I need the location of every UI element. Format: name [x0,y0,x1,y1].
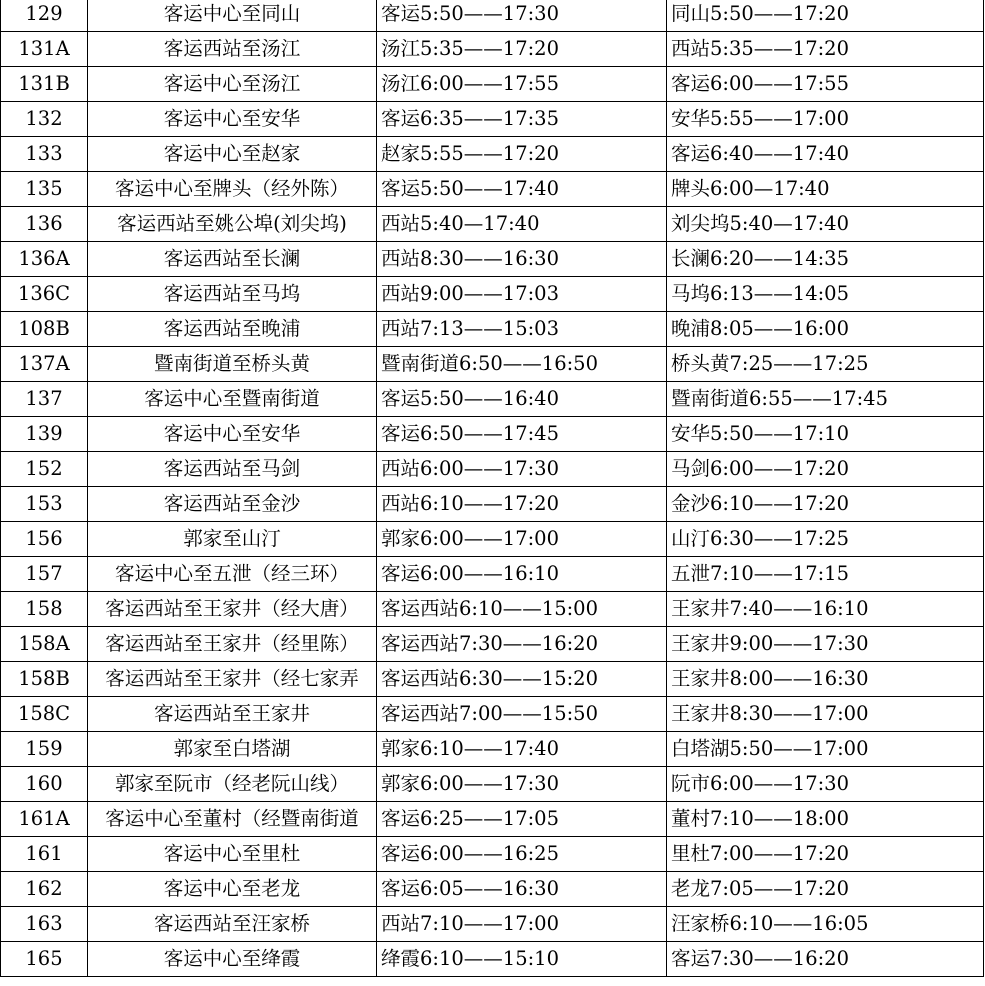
route-name-cell: 客运中心至董村（经暨南街道 [88,802,377,837]
route-name-cell: 客运西站至马坞 [88,277,377,312]
route-name-cell: 客运中心至老龙 [88,872,377,907]
route-name-cell: 郭家至阮市（经老阮山线） [88,767,377,802]
table-row [1,487,984,522]
route-name-cell: 客运西站至晚浦 [88,312,377,347]
route-number-cell: 132 [1,102,88,137]
route-number-cell: 162 [1,872,88,907]
first-terminal-times-cell: 汤江5:35——17:20 [377,32,667,67]
table-row [1,872,984,907]
table-row [1,767,984,802]
route-name-cell: 客运中心至牌头（经外陈） [88,172,377,207]
route-name-cell: 客运西站至金沙 [88,487,377,522]
first-terminal-times-cell: 客运6:05——16:30 [377,872,667,907]
table-row [1,347,984,382]
route-number-cell: 163 [1,907,88,942]
second-terminal-times-cell: 王家井8:30——17:00 [667,697,984,732]
table-row [1,452,984,487]
route-number-cell: 161A [1,802,88,837]
first-terminal-times-cell: 客运5:50——16:40 [377,382,667,417]
table-row [1,802,984,837]
route-name-cell: 客运中心至同山 [88,0,377,32]
route-number-cell: 153 [1,487,88,522]
first-terminal-times-cell: 客运6:00——16:10 [377,557,667,592]
second-terminal-times-cell: 老龙7:05——17:20 [667,872,984,907]
schedule-table-body [1,0,984,977]
table-row [1,32,984,67]
table-row [1,662,984,697]
second-terminal-times-cell: 刘尖坞5:40—17:40 [667,207,984,242]
first-terminal-times-cell: 暨南街道6:50——16:50 [377,347,667,382]
route-number-cell: 158C [1,697,88,732]
table-row [1,592,984,627]
first-terminal-times-cell: 西站8:30——16:30 [377,242,667,277]
second-terminal-times-cell: 马剑6:00——17:20 [667,452,984,487]
first-terminal-times-cell: 客运6:00——16:25 [377,837,667,872]
second-terminal-times-cell: 里杜7:00——17:20 [667,837,984,872]
table-row [1,137,984,172]
route-name-cell: 客运中心至暨南街道 [88,382,377,417]
table-row [1,837,984,872]
route-name-cell: 客运中心至里杜 [88,837,377,872]
table-row [1,67,984,102]
route-name-cell: 客运西站至王家井（经里陈） [88,627,377,662]
second-terminal-times-cell: 安华5:50——17:10 [667,417,984,452]
first-terminal-times-cell: 客运西站6:30——15:20 [377,662,667,697]
route-number-cell: 159 [1,732,88,767]
second-terminal-times-cell: 马坞6:13——14:05 [667,277,984,312]
route-name-cell: 客运中心至汤江 [88,67,377,102]
table-row [1,522,984,557]
second-terminal-times-cell: 客运6:00——17:55 [667,67,984,102]
table-row [1,0,984,32]
table-row [1,102,984,137]
first-terminal-times-cell: 西站5:40—17:40 [377,207,667,242]
route-name-cell: 客运中心至五泄（经三环） [88,557,377,592]
first-terminal-times-cell: 客运5:50——17:30 [377,0,667,32]
route-number-cell: 158 [1,592,88,627]
first-terminal-times-cell: 客运6:25——17:05 [377,802,667,837]
table-row [1,942,984,977]
table-row [1,207,984,242]
second-terminal-times-cell: 同山5:50——17:20 [667,0,984,32]
second-terminal-times-cell: 阮市6:00——17:30 [667,767,984,802]
route-number-cell: 137A [1,347,88,382]
route-number-cell: 158A [1,627,88,662]
table-row [1,417,984,452]
route-name-cell: 客运中心至安华 [88,102,377,137]
route-name-cell: 客运中心至绛霞 [88,942,377,977]
route-name-cell: 客运西站至王家井（经大唐） [88,592,377,627]
route-number-cell: 160 [1,767,88,802]
second-terminal-times-cell: 晚浦8:05——16:00 [667,312,984,347]
route-number-cell: 139 [1,417,88,452]
first-terminal-times-cell: 客运5:50——17:40 [377,172,667,207]
second-terminal-times-cell: 五泄7:10——17:15 [667,557,984,592]
first-terminal-times-cell: 西站6:00——17:30 [377,452,667,487]
table-row [1,907,984,942]
second-terminal-times-cell: 白塔湖5:50——17:00 [667,732,984,767]
second-terminal-times-cell: 汪家桥6:10——16:05 [667,907,984,942]
first-terminal-times-cell: 郭家6:10——17:40 [377,732,667,767]
second-terminal-times-cell: 王家井9:00——17:30 [667,627,984,662]
first-terminal-times-cell: 西站7:10——17:00 [377,907,667,942]
first-terminal-times-cell: 客运6:35——17:35 [377,102,667,137]
route-name-cell: 客运中心至赵家 [88,137,377,172]
route-number-cell: 136 [1,207,88,242]
route-name-cell: 客运西站至姚公埠(刘尖坞) [88,207,377,242]
second-terminal-times-cell: 山汀6:30——17:25 [667,522,984,557]
route-number-cell: 131A [1,32,88,67]
first-terminal-times-cell: 赵家5:55——17:20 [377,137,667,172]
table-row [1,697,984,732]
route-number-cell: 136A [1,242,88,277]
route-number-cell: 158B [1,662,88,697]
table-row [1,312,984,347]
second-terminal-times-cell: 安华5:55——17:00 [667,102,984,137]
route-number-cell: 135 [1,172,88,207]
route-name-cell: 客运西站至王家井 [88,697,377,732]
route-number-cell: 152 [1,452,88,487]
second-terminal-times-cell: 王家井7:40——16:10 [667,592,984,627]
route-name-cell: 郭家至白塔湖 [88,732,377,767]
route-number-cell: 157 [1,557,88,592]
second-terminal-times-cell: 客运6:40——17:40 [667,137,984,172]
first-terminal-times-cell: 客运西站6:10——15:00 [377,592,667,627]
first-terminal-times-cell: 绛霞6:10——15:10 [377,942,667,977]
first-terminal-times-cell: 郭家6:00——17:30 [377,767,667,802]
table-row [1,172,984,207]
first-terminal-times-cell: 客运西站7:30——16:20 [377,627,667,662]
route-number-cell: 129 [1,0,88,32]
route-name-cell: 客运西站至王家井（经七家弄 [88,662,377,697]
route-number-cell: 165 [1,942,88,977]
route-name-cell: 暨南街道至桥头黄 [88,347,377,382]
table-row [1,277,984,312]
second-terminal-times-cell: 桥头黄7:25——17:25 [667,347,984,382]
route-number-cell: 156 [1,522,88,557]
first-terminal-times-cell: 郭家6:00——17:00 [377,522,667,557]
first-terminal-times-cell: 客运6:50——17:45 [377,417,667,452]
route-name-cell: 客运西站至马剑 [88,452,377,487]
second-terminal-times-cell: 王家井8:00——16:30 [667,662,984,697]
route-name-cell: 客运西站至长澜 [88,242,377,277]
second-terminal-times-cell: 客运7:30——16:20 [667,942,984,977]
first-terminal-times-cell: 西站9:00——17:03 [377,277,667,312]
route-number-cell: 131B [1,67,88,102]
first-terminal-times-cell: 汤江6:00——17:55 [377,67,667,102]
second-terminal-times-cell: 长澜6:20——14:35 [667,242,984,277]
table-row [1,627,984,662]
route-name-cell: 客运中心至安华 [88,417,377,452]
table-row [1,382,984,417]
table-row [1,242,984,277]
first-terminal-times-cell: 客运西站7:00——15:50 [377,697,667,732]
route-name-cell: 客运西站至汤江 [88,32,377,67]
second-terminal-times-cell: 西站5:35——17:20 [667,32,984,67]
first-terminal-times-cell: 西站7:13——15:03 [377,312,667,347]
route-number-cell: 108B [1,312,88,347]
route-number-cell: 136C [1,277,88,312]
second-terminal-times-cell: 牌头6:00—17:40 [667,172,984,207]
second-terminal-times-cell: 金沙6:10——17:20 [667,487,984,522]
route-number-cell: 133 [1,137,88,172]
second-terminal-times-cell: 董村7:10——18:00 [667,802,984,837]
table-row [1,732,984,767]
route-number-cell: 161 [1,837,88,872]
first-terminal-times-cell: 西站6:10——17:20 [377,487,667,522]
route-name-cell: 客运西站至汪家桥 [88,907,377,942]
route-name-cell: 郭家至山汀 [88,522,377,557]
second-terminal-times-cell: 暨南街道6:55——17:45 [667,382,984,417]
route-number-cell: 137 [1,382,88,417]
table-row [1,557,984,592]
